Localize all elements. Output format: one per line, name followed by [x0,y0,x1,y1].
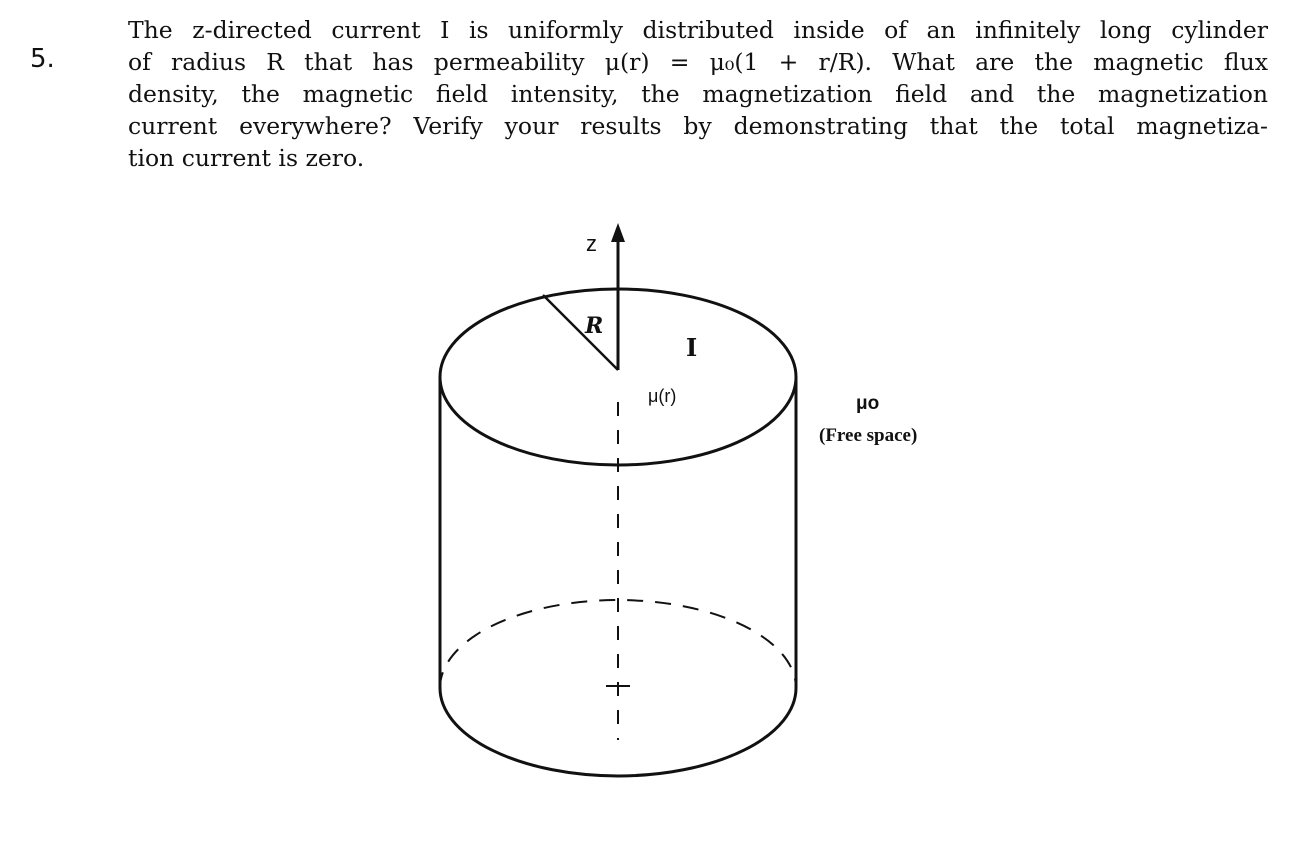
cylinder-bottom-front-arc [440,688,796,776]
problem-line: of radius R that has permeability μ(r) = μ₀(1 + r/R). What are the magnetic flux [128,48,1268,76]
z-axis-label: z [586,231,597,256]
cylinder-bottom-back-arc [440,600,796,688]
radius-label: R [585,313,604,339]
problem-number: 5. [30,44,55,74]
z-axis-arrowhead [611,223,625,242]
inner-permeability-label: μ(r) [648,386,677,406]
current-label: I [686,333,698,362]
problem-line: tion current is zero. [128,144,365,172]
problem-line: The z-directed current I is uniformly distributed inside of an infinitely long cylinder [128,16,1268,44]
outer-region-label: (Free space) [819,425,918,446]
problem-line: current everywhere? Verify your results by demonstrating that the total magnetiza- [128,112,1268,140]
radius-line [543,295,618,370]
outer-permeability-label: μo [856,393,880,414]
problem-line: density, the magnetic field intensity, the magnetization field and the magnetization [128,80,1268,108]
